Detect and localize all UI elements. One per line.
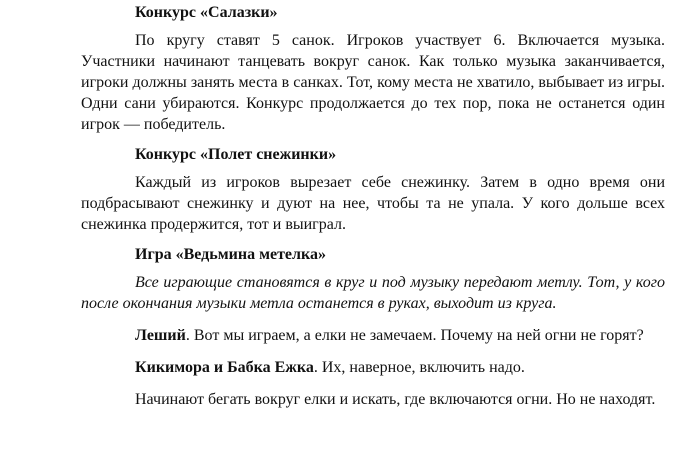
speaker-name: Кикимора и Бабка Ежка <box>135 359 314 376</box>
section-heading-salazki: Конкурс «Салазки» <box>135 4 278 21</box>
section-text-broom: Все играющие становятся в круг и под музыку передают метлу. Тот, у кого после окончания музыки метла останется в руках, выходит из круга. <box>81 274 665 312</box>
speech-text: . Вот мы играем, а елки не замечаем. Почему на ней огни не горят? <box>185 327 644 344</box>
stage-direction: Начинают бегать вокруг елки и искать, где включаются огни. Но не находят. <box>135 391 656 408</box>
section-heading-broom: Игра «Ведьмина метелка» <box>135 246 326 263</box>
dialogue-line-kikimora <box>81 357 665 378</box>
section-text-snowflake: Каждый из игроков вырезает себе снежинку. Затем в одно время они подбрасывают снежинку и дуют на нее, чтобы та не упала. У кого дольше всех снежинка продержится, тот и выиграл. <box>81 174 665 233</box>
speech-text: . Их, наверное, включить надо. <box>313 359 525 376</box>
speaker-name: Леший <box>135 327 186 344</box>
section-heading-snowflake: Конкурс «Полет снежинки» <box>135 146 337 163</box>
dialogue-line-leshiy <box>81 325 665 346</box>
section-text-salazki: По кругу ставят 5 санок. Игроков участвует 6. Включается музыка. Участники начинают танцевать вокруг санок. Как только музыка заканчивается, игроки должны занять места в санках. Тот, кому места не хватило, выбывает из игры. Одни сани убираются. Конкурс продолжается до тех пор, пока не останется один игрок — победитель. <box>81 32 665 133</box>
document-page <box>81 0 665 410</box>
